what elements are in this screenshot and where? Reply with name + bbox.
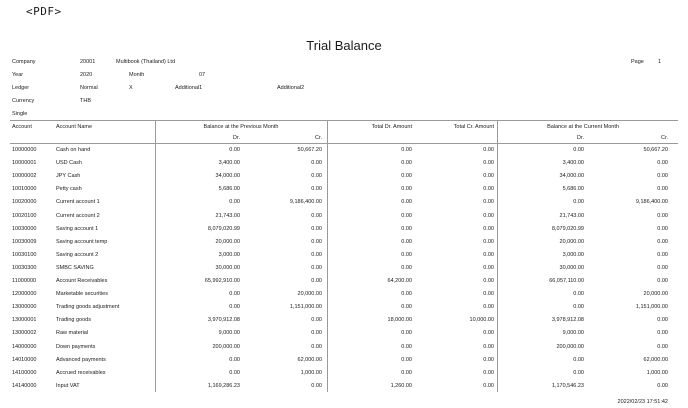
prev-cr: 0.00 [311,238,322,245]
curr-dr: 34,000.00 [559,173,584,180]
total-dr: 0.00 [401,199,412,206]
account-code: 10000001 [12,160,37,167]
total-cr: 0.00 [483,343,494,350]
curr-cr: 62,000.00 [643,356,668,363]
total-cr: 10,000.00 [469,317,494,324]
header-bottom-rule [10,143,678,144]
curr-dr: 0.00 [573,291,584,298]
curr-dr: 200,000.00 [556,343,584,350]
header-prev-dr: Dr. [232,135,240,141]
year-label: Year [12,72,24,78]
header-total-dr: Total Dr. Amount [371,124,412,130]
curr-cr: 1,151,000.00 [635,304,668,311]
total-dr: 0.00 [401,330,412,337]
total-cr: 0.00 [483,278,494,284]
curr-cr: 0.00 [657,343,668,350]
month-label: Month [129,72,145,78]
total-dr: 0.00 [401,173,412,180]
header-curr-month: Balance at the Current Month [547,124,619,130]
total-cr: 0.00 [483,330,494,337]
account-code: 10010000 [12,186,37,193]
total-dr: 0.00 [401,264,412,271]
additional1-label: Additional1 [175,85,203,91]
prev-dr: 21,743.00 [215,212,240,219]
table-row [0,383,688,396]
curr-dr: 5,686.00 [562,186,584,193]
prev-dr: 3,970,912.08 [207,317,240,324]
additional2-label: Additional2 [277,85,305,91]
page-label: Page [631,59,644,65]
prev-cr: 0.00 [311,225,322,232]
total-dr: 0.00 [401,369,412,376]
prev-dr: 0.00 [229,291,240,298]
prev-dr: 0.00 [229,356,240,363]
total-cr: 0.00 [483,199,494,206]
curr-cr: 0.00 [657,225,668,232]
curr-dr: 0.00 [573,147,584,153]
prev-dr: 0.00 [229,147,240,153]
header-total-cr: Total Cr. Amount [453,124,494,130]
prev-dr: 0.00 [229,304,240,311]
total-cr: 0.00 [483,173,494,180]
page-value: 1 [658,59,662,65]
table-row [0,330,688,343]
prev-cr: 50,667.20 [297,147,322,153]
total-dr: 18,000.00 [387,317,412,324]
account-name: Saving account 2 [56,251,99,258]
account-name: Marketable securities [56,291,108,298]
prev-cr: 0.00 [311,173,322,180]
prev-cr: 1,151,000.00 [289,304,322,311]
account-code: 14140000 [12,382,37,389]
prev-cr: 0.00 [311,212,322,219]
total-dr: 0.00 [401,225,412,232]
prev-dr: 5,686.00 [218,186,240,193]
header-top-rule [10,120,678,121]
table-row [0,304,688,317]
account-name: Advanced payments [56,356,106,363]
prev-cr: 20,000.00 [297,291,322,298]
prev-dr: 20,000.00 [215,238,240,245]
prev-dr: 3,400.00 [218,160,240,167]
curr-cr: 9,186,400.00 [635,199,668,206]
total-dr: 1,260.00 [390,382,412,389]
account-name: JPY Cash [56,173,81,180]
footer-timestamp: 2022/02/23 17:51:42 [617,399,668,405]
header-prev-month: Balance at the Previous Month [203,124,279,130]
account-name: Down payments [56,343,96,350]
total-cr: 0.00 [483,356,494,363]
account-code: 10020000 [12,199,37,206]
prev-dr: 34,000.00 [215,173,240,180]
year-value: 2020 [80,72,93,78]
total-cr: 0.00 [483,160,494,167]
account-code: 13000001 [12,317,37,324]
account-name: USD Cash [56,160,82,167]
prev-cr: 9,186,400.00 [289,199,322,206]
header-account-name: Account Name [56,124,93,130]
table-row [0,147,688,160]
account-code: 13000002 [12,330,37,337]
account-code: 12000000 [12,291,37,298]
total-dr: 0.00 [401,343,412,350]
total-cr: 0.00 [483,147,494,153]
single-label: Single [12,111,28,117]
total-dr: 0.00 [401,356,412,363]
curr-dr: 3,400.00 [562,160,584,167]
table-row [0,173,688,186]
total-cr: 0.00 [483,225,494,232]
account-code: 14000000 [12,343,37,350]
header-curr-cr: Cr. [660,135,668,141]
company-label: Company [12,59,36,65]
company-name: Multibook (Thailand) Ltd [116,59,176,65]
prev-cr: 0.00 [311,264,322,271]
account-code: 10000002 [12,173,37,180]
curr-cr: 0.00 [657,212,668,219]
curr-dr: 21,743.00 [559,212,584,219]
curr-cr: 0.00 [657,251,668,258]
account-name: Accrued receivables [56,369,106,376]
currency-value: THB [80,98,91,104]
account-code: 10030000 [12,225,37,232]
curr-dr: 20,000.00 [559,238,584,245]
curr-dr: 8,079,020.99 [551,225,584,232]
month-value: 07 [199,72,206,78]
curr-dr: 0.00 [573,356,584,363]
curr-dr: 1,170,546.23 [551,382,584,389]
prev-cr: 62,000.00 [297,356,322,363]
header-curr-dr: Dr. [576,135,584,141]
curr-dr: 9,000.00 [562,330,584,337]
total-cr: 0.00 [483,304,494,311]
account-code: 10030100 [12,251,37,258]
account-code: 11000000 [12,278,37,284]
total-dr: 0.00 [401,186,412,193]
table-row [0,357,688,370]
account-code: 10030300 [12,264,37,271]
ledger-value: Normal [80,85,98,91]
table-row [0,239,688,252]
total-cr: 0.00 [483,186,494,193]
account-name: Saving account 1 [56,225,99,232]
prev-dr: 8,079,020.99 [207,225,240,232]
account-name: Account Receivables [56,278,108,284]
total-cr: 0.00 [483,369,494,376]
total-dr: 0.00 [401,160,412,167]
account-code: 14010000 [12,356,37,363]
curr-cr: 0.00 [657,278,668,284]
prev-cr: 0.00 [311,343,322,350]
prev-cr: 0.00 [311,251,322,258]
curr-cr: 0.00 [657,382,668,389]
table-row [0,370,688,383]
curr-cr: 1,000.00 [646,369,668,376]
account-code: 10030009 [12,238,37,245]
prev-cr: 0.00 [311,330,322,337]
table-row [0,199,688,212]
prev-dr: 3,000.00 [218,251,240,258]
prev-dr: 200,000.00 [212,343,240,350]
table-row [0,186,688,199]
table-row [0,160,688,173]
account-name: Current account 2 [56,212,100,219]
table-row [0,252,688,265]
prev-cr: 1,000.00 [300,369,322,376]
account-name: Current account 1 [56,199,100,206]
curr-cr: 0.00 [657,330,668,337]
currency-label: Currency [12,98,35,104]
account-code: 14100000 [12,369,37,376]
curr-dr: 66,057,110.00 [549,278,584,284]
curr-cr: 0.00 [657,264,668,271]
prev-cr: 0.00 [311,317,322,324]
curr-cr: 50,667.20 [643,147,668,153]
prev-dr: 1,169,286.23 [207,382,240,389]
curr-dr: 0.00 [573,199,584,206]
table-row [0,226,688,239]
curr-dr: 0.00 [573,369,584,376]
prev-cr: 0.00 [311,160,322,167]
table-row [0,213,688,226]
curr-dr: 3,978,912.08 [551,317,584,324]
total-dr: 64,200.00 [387,278,412,284]
total-dr: 0.00 [401,212,412,219]
curr-cr: 0.00 [657,317,668,324]
curr-cr: 0.00 [657,173,668,180]
total-cr: 0.00 [483,264,494,271]
total-dr: 0.00 [401,291,412,298]
total-dr: 0.00 [401,251,412,258]
account-name: SMBC SAVING [56,264,94,271]
total-cr: 0.00 [483,212,494,219]
total-cr: 0.00 [483,251,494,258]
prev-cr: 0.00 [311,382,322,389]
total-cr: 0.00 [483,291,494,298]
curr-cr: 0.00 [657,160,668,167]
prev-dr: 0.00 [229,369,240,376]
account-name: Cash on hand [56,147,91,153]
table-row [0,344,688,357]
account-name: Trading goods [56,317,91,324]
company-code: 20001 [80,59,96,65]
prev-dr: 9,000.00 [218,330,240,337]
prev-dr: 0.00 [229,199,240,206]
total-cr: 0.00 [483,238,494,245]
ledger-label: Ledger [12,85,30,91]
account-name: Raw material [56,330,89,337]
account-name: Petty cash [56,186,82,193]
header-prev-cr: Cr. [314,135,322,141]
total-dr: 0.00 [401,304,412,311]
header-account: Account [12,124,32,130]
account-code: 10000000 [12,147,37,153]
account-code: 13000000 [12,304,37,311]
curr-cr: 0.00 [657,186,668,193]
total-cr: 0.00 [483,382,494,389]
table-row [0,317,688,330]
curr-dr: 0.00 [573,304,584,311]
curr-cr: 0.00 [657,238,668,245]
table-row [0,278,688,291]
curr-dr: 30,000.00 [559,264,584,271]
prev-dr: 30,000.00 [215,264,240,271]
table-row [0,291,688,304]
account-name: Input VAT [56,382,80,389]
total-dr: 0.00 [401,238,412,245]
prev-cr: 0.00 [311,186,322,193]
curr-dr: 3,000.00 [562,251,584,258]
account-name: Trading goods adjustment [56,304,120,311]
total-dr: 0.00 [401,147,412,153]
curr-cr: 20,000.00 [643,291,668,298]
report-title: Trial Balance [306,38,382,53]
ledger-x: X [129,85,133,91]
table-row [0,265,688,278]
account-code: 10020100 [12,212,37,219]
account-name: Saving account temp [56,238,108,245]
prev-dr: 65,992,910.00 [204,278,240,284]
prev-cr: 0.00 [311,278,322,284]
pdf-label: <PDF> [26,5,62,18]
